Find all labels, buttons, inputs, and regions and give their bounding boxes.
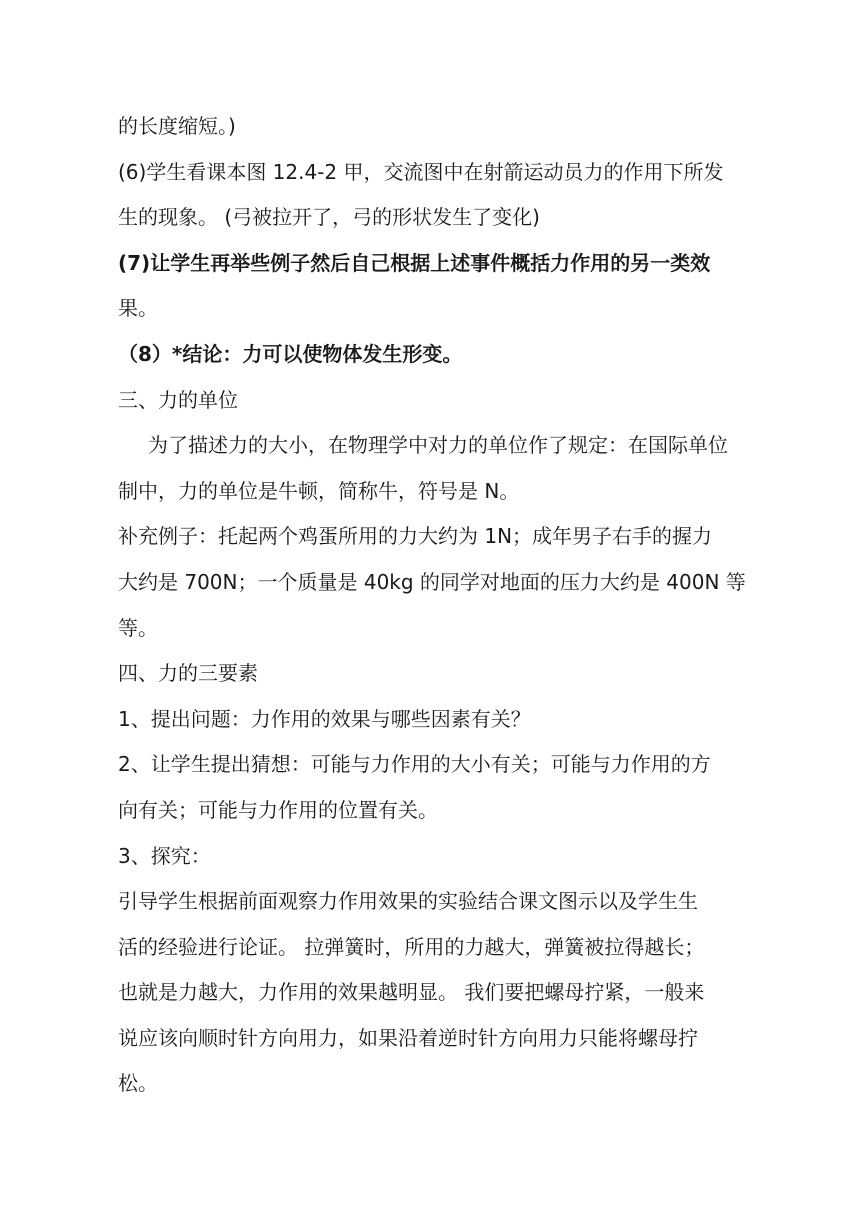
text-line-2: (6)学生看课本图 12.4-2 甲，交流图中在射箭运动员力的作用下所发 bbox=[118, 159, 724, 184]
text-line-10: 补充例子：托起两个鸡蛋所用的力大约为 1N；成年男子右手的握力 bbox=[118, 524, 713, 549]
text-line-16: 向有关；可能与力作用的位置有关。 bbox=[118, 797, 438, 822]
text-line-11: 大约是 700N；一个质量是 40kg 的同学对地面的压力大约是 400N 等 bbox=[118, 569, 746, 594]
text-line-19: 活的经验进行论证。 拉弹簧时，所用的力越大，弹簧被拉得越长； bbox=[118, 934, 705, 959]
text-line-18: 引导学生根据前面观察力作用效果的实验结合课文图示以及学生生 bbox=[118, 889, 698, 914]
text-line-12: 等。 bbox=[118, 615, 158, 640]
text-line-3: 生的现象。 (弓被拉开了，弓的形状发生了变化) bbox=[118, 205, 540, 230]
document-page bbox=[118, 104, 746, 1107]
conclusion-line: （8）*结论：力可以使物体发生形变。 bbox=[118, 341, 463, 366]
section-heading-unit: 三、力的单位 bbox=[118, 387, 238, 412]
text-line-22: 松。 bbox=[118, 1071, 158, 1096]
text-line-14: 1、提出问题：力作用的效果与哪些因素有关？ bbox=[118, 706, 531, 731]
section-heading-three-elements: 四、力的三要素 bbox=[118, 661, 258, 686]
text-line-8: 为了描述力的大小，在物理学中对力的单位作了规定：在国际单位 bbox=[148, 433, 728, 458]
text-line-20: 也就是力越大，力作用的效果越明显。 我们要把螺母拧紧，一般来 bbox=[118, 980, 705, 1005]
text-line-4: (7)让学生再举些例子然后自己根据上述事件概括力作用的另一类效 bbox=[118, 250, 711, 275]
text-line-5: 果。 bbox=[118, 296, 158, 321]
text-line-17: 3、探究： bbox=[118, 843, 211, 868]
text-line-1: 的长度缩短。) bbox=[118, 114, 236, 138]
text-line-15: 2、让学生提出猜想：可能与力作用的大小有关；可能与力作用的方 bbox=[118, 752, 711, 777]
text-line-9: 制中，力的单位是牛顿，简称牛，符号是 N。 bbox=[118, 478, 520, 503]
text-line-21: 说应该向顺时针方向用力，如果沿着逆时针方向用力只能将螺母拧 bbox=[118, 1025, 698, 1050]
